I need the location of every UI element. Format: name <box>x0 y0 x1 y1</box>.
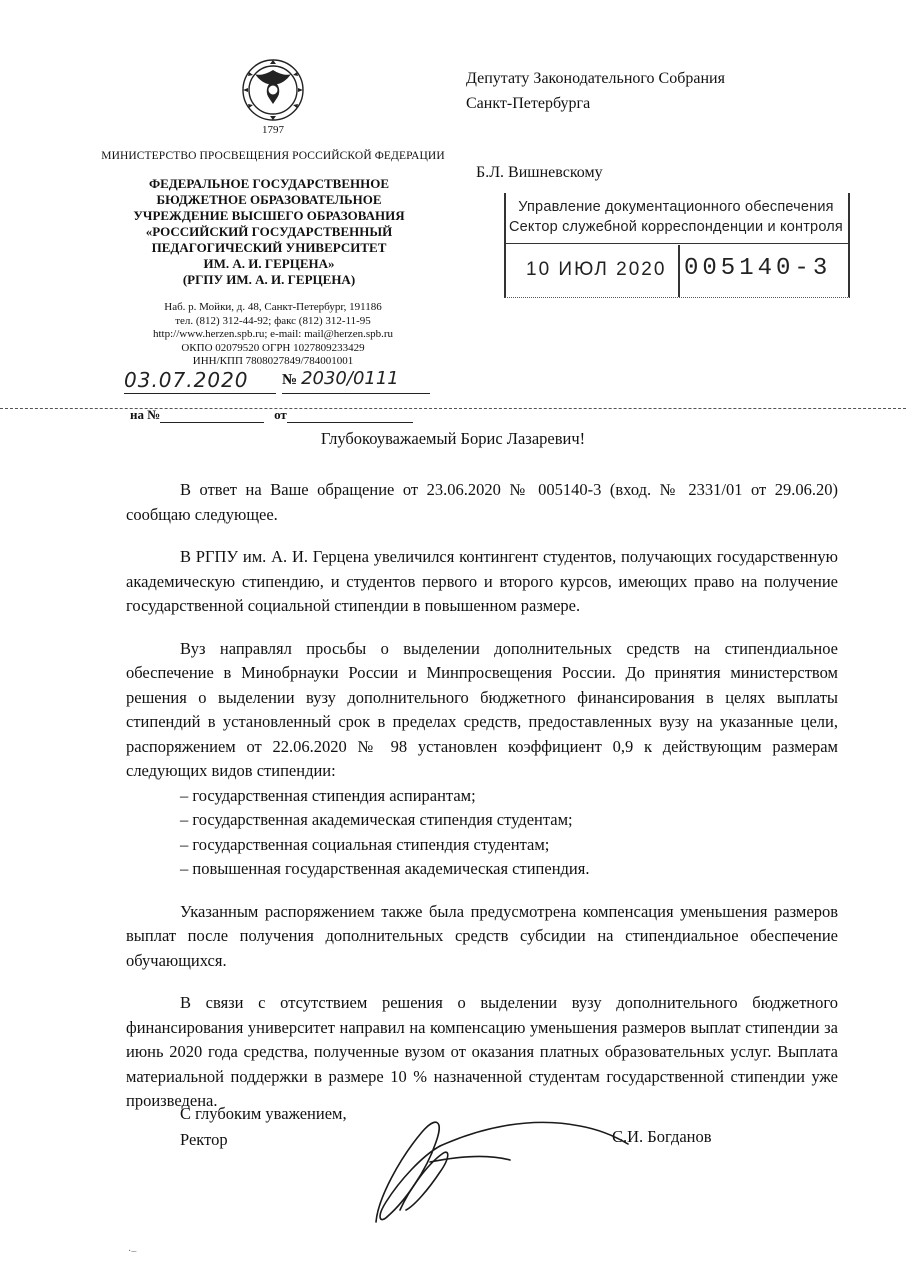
contact-okpo: ОКПО 02079520 ОГРН 1027809233429 <box>181 341 365 354</box>
addressee-line: Депутату Законодательного Собрания <box>466 70 725 87</box>
closing-block <box>180 1101 347 1153</box>
founding-year: 1797 <box>262 124 284 136</box>
paragraph: В ответ на Ваше обращение от 23.06.2020 № 005140-3 (вход. № 2331/01 от 29.06.20) сообщаю следующее. <box>126 480 838 524</box>
handwritten-signature <box>370 1098 640 1228</box>
organization-name <box>110 176 428 288</box>
list-item: – повышенная государственная академическая стипендия. <box>180 859 590 878</box>
ministry-name: МИНИСТЕРСТВО ПРОСВЕЩЕНИЯ РОССИЙСКОЙ ФЕДЕРАЦИИ <box>101 150 445 162</box>
contact-address: Наб. р. Мойки, д. 48, Санкт-Петербург, 191186 <box>164 301 382 313</box>
org-line: ФЕДЕРАЛЬНОЕ ГОСУДАРСТВЕННОЕ <box>148 176 390 191</box>
ref-from-label: от <box>274 407 287 422</box>
ref-label: на № <box>130 407 161 422</box>
contact-phone: тел. (812) 312-44-92; факс (812) 312-11-95 <box>175 314 371 327</box>
addressee-block <box>466 66 846 116</box>
contact-block <box>100 301 446 369</box>
contact-inn: ИНН/КПП 7808027849/784001001 <box>192 355 354 367</box>
outgoing-number-field <box>282 368 430 394</box>
paragraph: Вуз направлял просьбы о выделении дополнительных средств на стипендиальное обеспечение в Минобрнауки России и Минпросвещения России. До принятия министерством решения о выделении вузу дополнительного бюджетного финансирования в целях выплаты стипендий в установленный срок в пределах средств, предоставленных вузу на указанные цели, распоряжением от 22.06.2020 № 98 установлен коэффициент 0,9 к действующим размерам следующих видов стипендии: <box>126 638 838 780</box>
addressee-name: Б.Л. Вишневскому <box>476 164 603 181</box>
closing-regards: С глубоким уважением, <box>180 1104 347 1123</box>
list-item: – государственная академическая стипендия студентам; <box>180 810 573 829</box>
org-line: (РГПУ ИМ. А. И. ГЕРЦЕНА) <box>182 272 356 287</box>
org-line: ПЕДАГОГИЧЕСКИЙ УНИВЕРСИТЕТ <box>151 240 387 255</box>
reference-line <box>130 407 430 425</box>
stipend-list <box>126 784 838 882</box>
greeting: Глубокоуважаемый Борис Лазаревич! <box>320 429 586 448</box>
paragraph: В связи с отсутствием решения о выделении вузу дополнительного бюджетного финансирования университет направил на компенсацию уменьшения размеров выплат стипендии за июнь 2020 года средства, полученные вузом от оказания платных образовательных услуг. Выплата материальной поддержки в размере 10 % назначенной студентам государственной стипендии уже произведена. <box>126 993 838 1110</box>
outgoing-number: 2030/0111 <box>301 368 399 389</box>
letter-body <box>126 478 838 1132</box>
stamp-department: Управление документационного обеспечения <box>518 199 834 215</box>
org-line: «РОССИЙСКИЙ ГОСУДАРСТВЕННЫЙ <box>145 224 393 239</box>
signer-position: Ректор <box>180 1130 228 1149</box>
paragraph: В РГПУ им. А. И. Герцена увеличился контингент студентов, получающих государственную академическую стипендию, и студентов первого и второго курсов, имеющих право на получение государственной социальной стипендии в повышенном размере. <box>126 547 838 615</box>
list-item: – государственная социальная стипендия студентам; <box>180 834 550 854</box>
number-label: № <box>282 372 298 388</box>
stamp-number: 005140-3 <box>684 255 832 282</box>
contact-web: http://www.herzen.spb.ru; e-mail: mail@herzen.spb.ru <box>152 328 394 340</box>
stamp-sector: Сектор служебной корреспонденции и контроля <box>509 219 843 235</box>
outgoing-date-field <box>124 368 276 394</box>
outgoing-date: 03.07.2020 <box>124 368 249 392</box>
org-line: УЧРЕЖДЕНИЕ ВЫСШЕГО ОБРАЗОВАНИЯ <box>133 208 405 223</box>
org-line: БЮДЖЕТНОЕ ОБРАЗОВАТЕЛЬНОЕ <box>156 192 382 207</box>
stamp-date: 10 ИЮЛ 2020 <box>526 259 667 280</box>
university-emblem-icon <box>229 52 317 124</box>
org-line: ИМ. А. И. ГЕРЦЕНА» <box>203 256 335 271</box>
signer-name: С.И. Богданов <box>612 1127 712 1146</box>
addressee-line: Санкт-Петербурга <box>466 95 591 112</box>
registration-stamp <box>504 193 850 298</box>
list-item: – государственная стипендия аспирантам; <box>180 785 476 805</box>
paragraph: Указанным распоряжением также была предусмотрена компенсация уменьшения размеров выплат после получения дополнительных средств субсидии на стипендиальное обеспечение обучающихся. <box>126 901 838 970</box>
scan-speck: ·– <box>128 1246 137 1257</box>
